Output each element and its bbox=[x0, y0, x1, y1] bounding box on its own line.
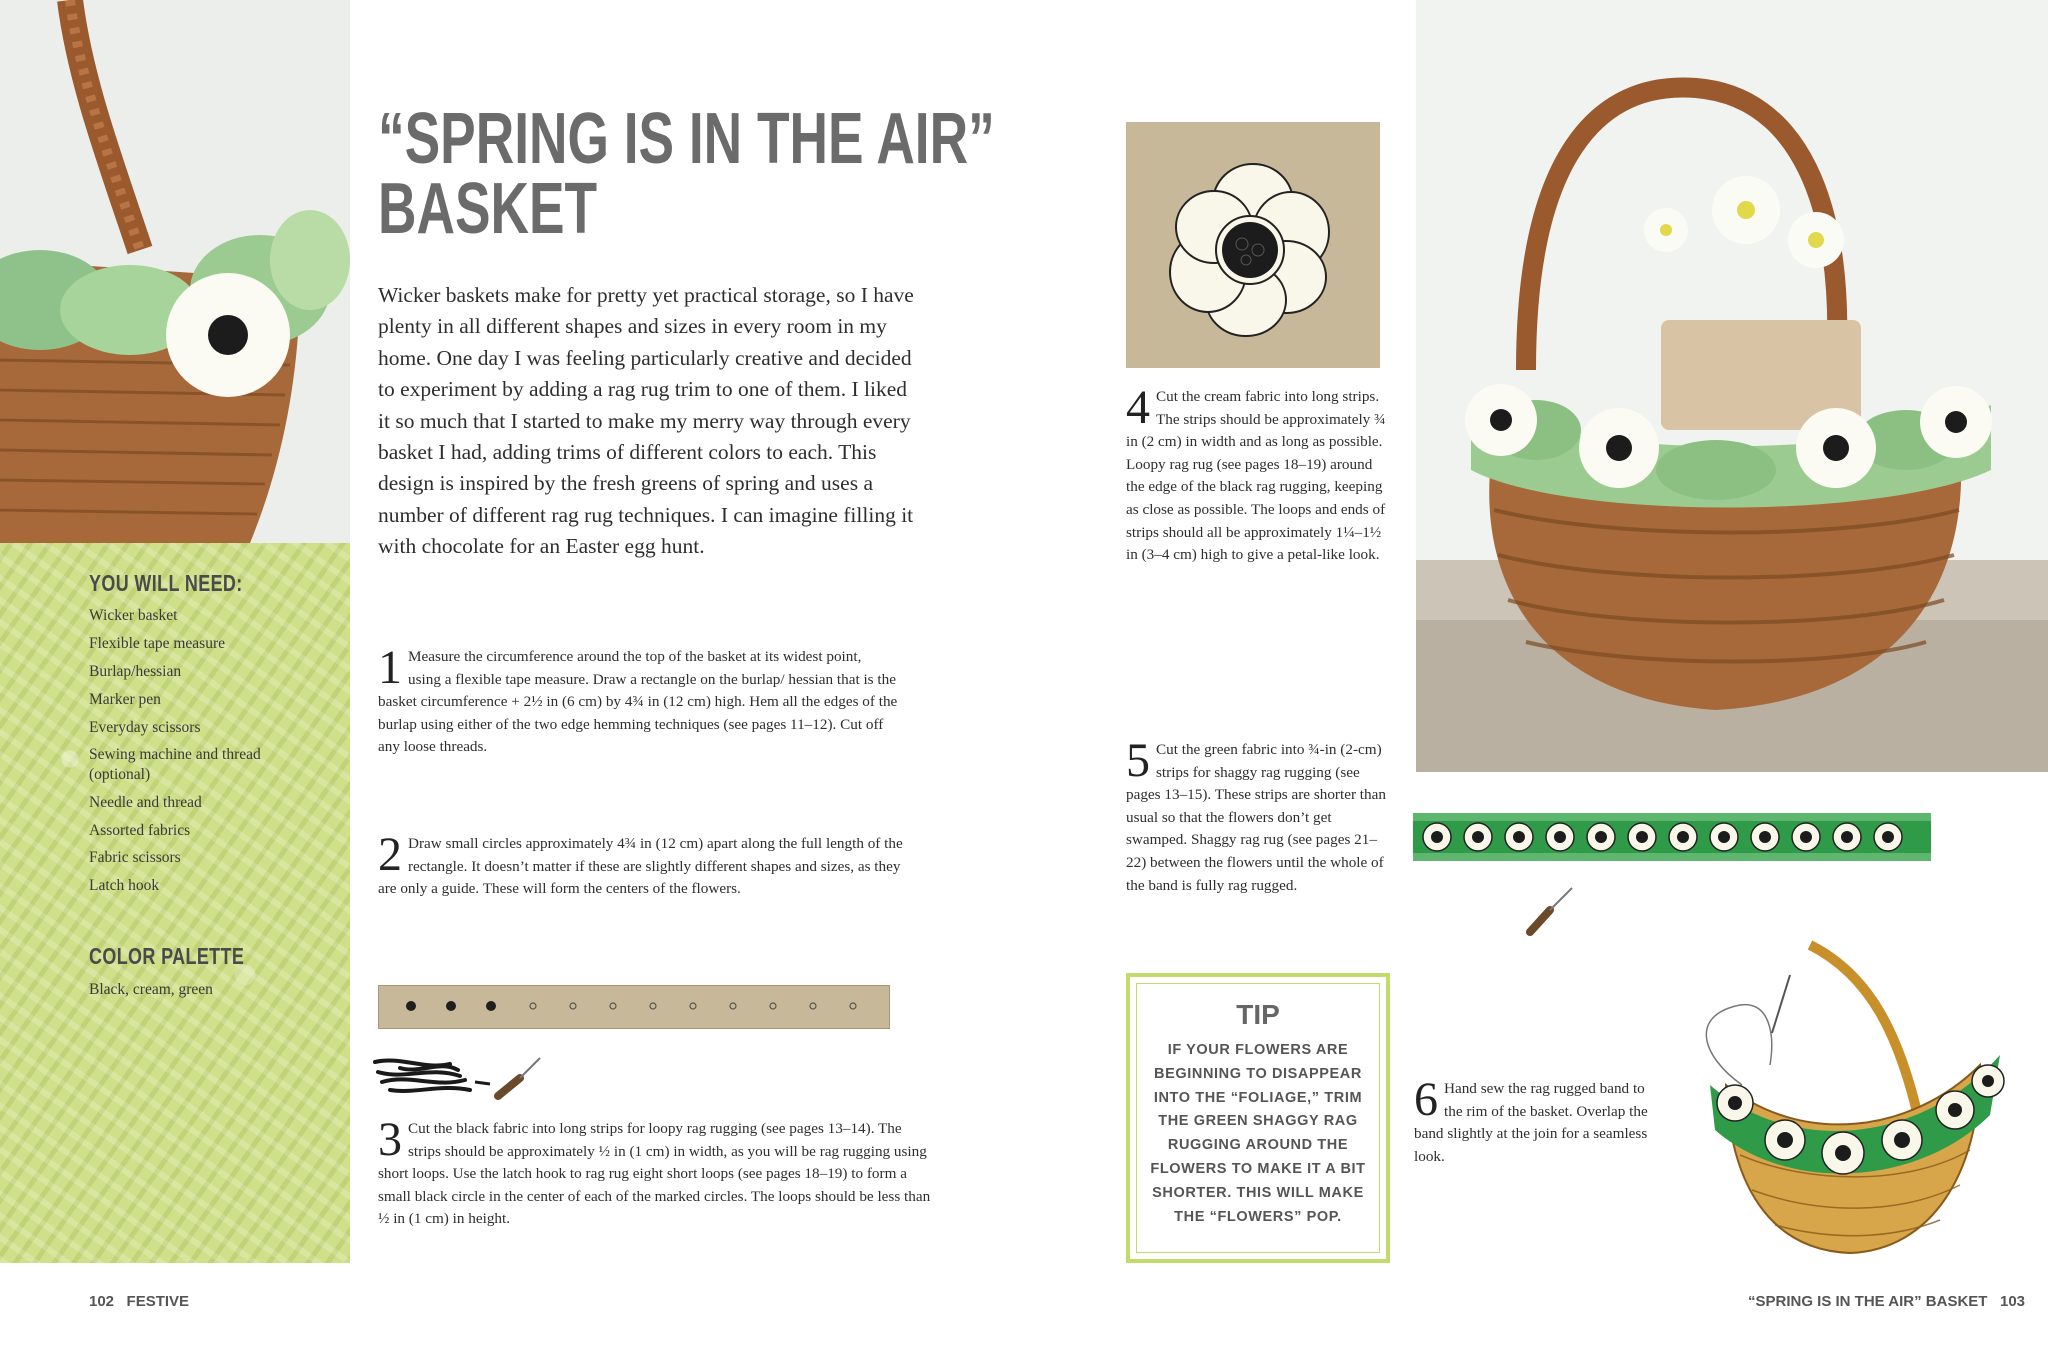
step-number: 6 bbox=[1414, 1073, 1438, 1126]
step-text: Draw small circles approximately 4¾ in (12 cm) apart along the full length of the rectangle. It doesn’t matter if these are slightly different shapes and sizes, as they are only a guide. These will form the centers of the flowers. bbox=[378, 835, 903, 898]
flower-illustration bbox=[1126, 122, 1380, 368]
list-item: Burlap/hessian bbox=[89, 662, 182, 680]
step-3 bbox=[378, 1113, 933, 1231]
black-strips-illustration bbox=[370, 1050, 550, 1106]
basket-photo-left bbox=[0, 0, 350, 543]
step-number: 4 bbox=[1126, 381, 1150, 434]
burlap-strip-illustration bbox=[378, 985, 890, 1029]
tip-heading: TIP bbox=[1236, 999, 1280, 1030]
running-title: “SPRING IS IN THE AIR” BASKET bbox=[1748, 1293, 1988, 1310]
page-title bbox=[378, 99, 995, 249]
footer-right bbox=[1748, 1293, 2025, 1310]
materials-sidebar bbox=[0, 543, 350, 1263]
title-line-2: BASKET bbox=[378, 169, 598, 249]
step-5 bbox=[1126, 734, 1390, 897]
flower-band-illustration bbox=[1413, 813, 1931, 861]
list-item: Everyday scissors bbox=[89, 718, 201, 736]
list-item: Fabric scissors bbox=[89, 849, 181, 867]
step-number: 1 bbox=[378, 641, 402, 694]
basket-photo-right bbox=[1416, 0, 2048, 772]
list-item: Latch hook bbox=[89, 877, 160, 895]
tip-box bbox=[1126, 973, 1390, 1263]
step-text: Cut the cream fabric into long strips. The strips should be approximately ¾ in (2 cm) in width and as long as possible. Loopy rag rug (see pages 18–19) around the edge of the black rag rugging, keeping as close as possible. The loops and ends of strips should all be approximately 1¼–1½ in (3–4 cm) high to give a petal-like look. bbox=[1126, 388, 1386, 564]
step-number: 5 bbox=[1126, 734, 1150, 787]
you-will-need-heading: YOU WILL NEED: bbox=[89, 570, 243, 596]
footer-left bbox=[89, 1293, 189, 1310]
latch-hook-icon bbox=[1522, 880, 1592, 940]
step-2 bbox=[378, 828, 908, 901]
step-4 bbox=[1126, 381, 1386, 567]
list-item: Needle and thread bbox=[89, 793, 202, 811]
color-palette-heading: COLOR PALETTE bbox=[89, 943, 245, 969]
step-text: Measure the circumference around the top of the basket at its widest point, using a flexible tape measure. Draw a rectangle on the burlap/ hessian that is the basket circumference + 2½ in (6 cm) by 4¾ in (12 cm) high. Hem all the edges of the burlap using either of the two edge hemming techniques (see pages 11–12). Cut off any loose threads. bbox=[378, 648, 898, 756]
title-line-1: “SPRING IS IN THE AIR” bbox=[378, 99, 995, 179]
list-item: Marker pen bbox=[89, 690, 161, 708]
step-number: 2 bbox=[378, 828, 402, 881]
step-text: Cut the black fabric into long strips for loopy rag rugging (see pages 13–14). The strips should be approximately ½ in (1 cm) in width, as you will be rag rugging using short loops. Use the latch hook to rag rug eight short loops (see pages 18–19) to form a small black circle in the center of each of the marked circles. The loops should be less than ½ in (1 cm) in height. bbox=[378, 1120, 931, 1228]
list-item: Flexible tape measure bbox=[89, 634, 226, 652]
step-1 bbox=[378, 641, 898, 759]
materials-list bbox=[89, 606, 309, 904]
step-text: Cut the green fabric into ¾-in (2-cm) strips for shaggy rag rugging (see pages 13–15). These strips are shorter than usual so that the flowers don’t get swamped. Shaggy rag rug (see pages 21–22) between the flowers until the whole of the band is fully rag rugged. bbox=[1126, 741, 1386, 894]
step-number: 3 bbox=[378, 1113, 402, 1166]
page-number: 102 bbox=[89, 1293, 115, 1310]
color-palette-text: Black, cream, green bbox=[89, 981, 213, 998]
section-name: FESTIVE bbox=[126, 1293, 190, 1310]
basket-sewing-illustration bbox=[1680, 935, 2010, 1265]
list-item: Sewing machine and thread (optional) bbox=[89, 746, 261, 783]
step-6 bbox=[1414, 1073, 1660, 1168]
page-number: 103 bbox=[1999, 1293, 2026, 1310]
intro-paragraph: Wicker baskets make for pretty yet practical storage, so I have plenty in all different shapes and sizes in every room in my home. One day I was feeling particularly creative and decided to experiment by adding a rag rug trim to one of them. I liked it so much that I started to make my merry way through every basket I had, adding trims of different colors to each. This design is inspired by the fresh greens of spring and uses a number of different rag rug techniques. I can imagine filling it with chocolate for an Easter egg hunt. bbox=[378, 283, 914, 559]
step-text: Hand sew the rag rugged band to the rim of the basket. Overlap the band slightly at the join for a seamless look. bbox=[1414, 1080, 1648, 1165]
list-item: Wicker basket bbox=[89, 607, 178, 624]
tip-text: IF YOUR FLOWERS ARE BEGINNING TO DISAPPEAR INTO THE “FOLIAGE,” TRIM THE GREEN SHAGGY RAG RUGGING AROUND THE FLOWERS TO MAKE IT A BIT SHORTER. THIS WILL MAKE THE “FLOWERS” POP. bbox=[1150, 1042, 1366, 1225]
list-item: Assorted fabrics bbox=[89, 821, 191, 839]
